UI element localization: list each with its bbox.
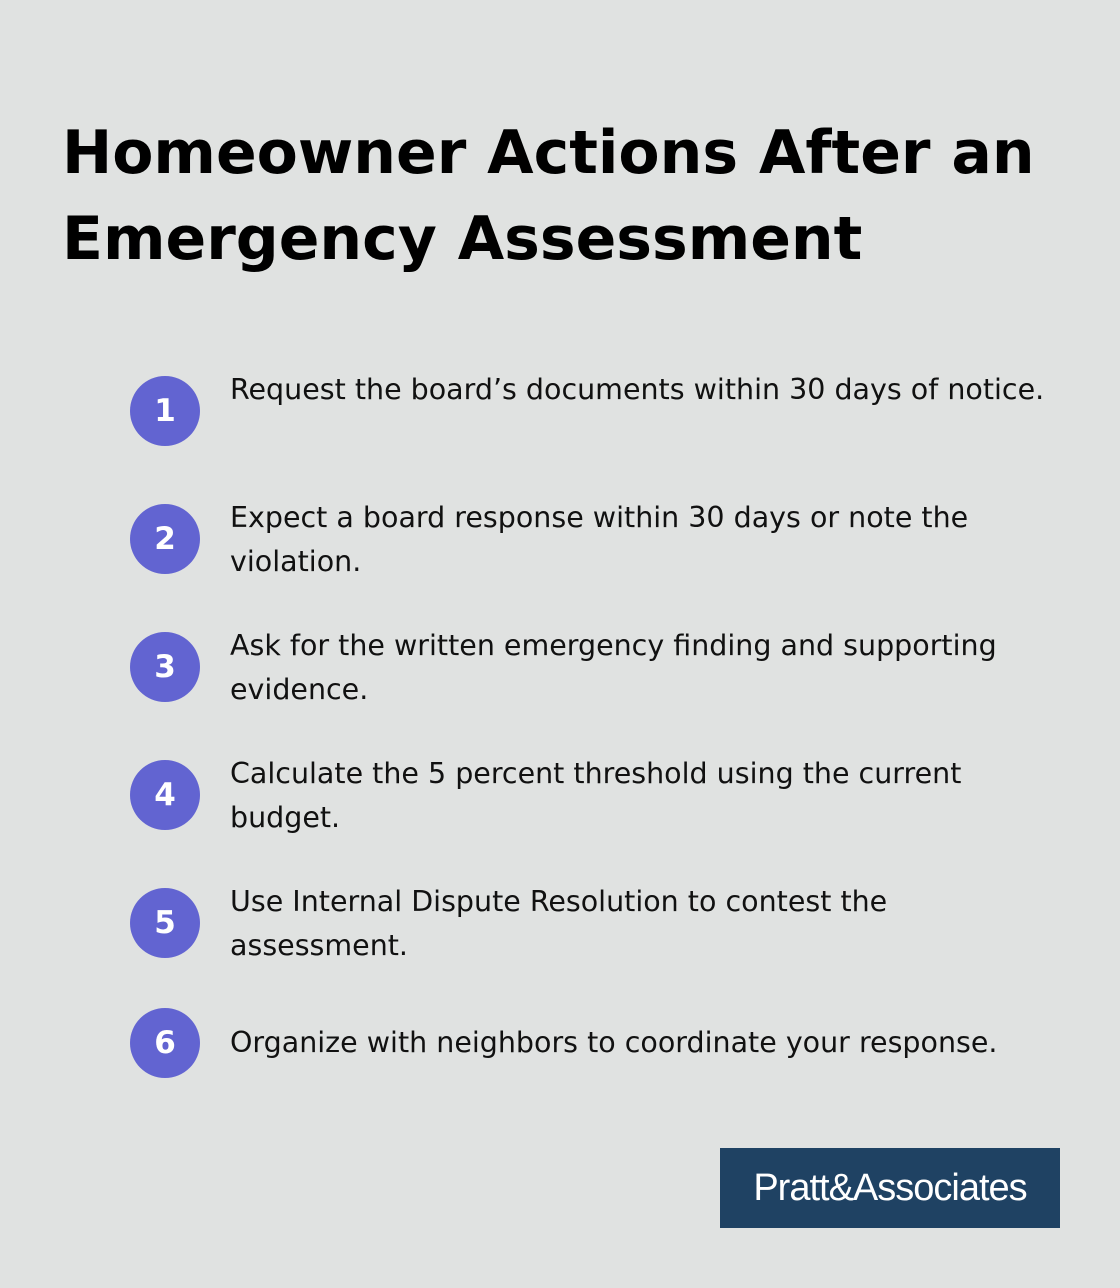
step-text: Expect a board response within 30 days or note the violation. bbox=[230, 501, 969, 578]
step-number-badge: 2 bbox=[130, 504, 200, 574]
step-number-badge: 5 bbox=[130, 888, 200, 958]
page-title: Homeowner Actions After an Emergency Assessment bbox=[62, 118, 1035, 274]
step-number-badge: 3 bbox=[130, 632, 200, 702]
step-text: Request the board’s documents within 30 days of notice. bbox=[230, 373, 1045, 406]
step-number-badge: 1 bbox=[130, 376, 200, 446]
step-text: Organize with neighbors to coordinate your response. bbox=[230, 1026, 998, 1059]
pratt-associates-logo bbox=[720, 1148, 1060, 1228]
step-number-badge: 4 bbox=[130, 760, 200, 830]
step-text: Use Internal Dispute Resolution to contest the assessment. bbox=[230, 885, 888, 962]
step-number-badge: 6 bbox=[130, 1008, 200, 1078]
step-text: Ask for the written emergency finding and supporting evidence. bbox=[230, 629, 997, 706]
logo-text: Pratt&Associates bbox=[753, 1166, 1027, 1209]
step-text: Calculate the 5 percent threshold using the current budget. bbox=[230, 757, 962, 834]
